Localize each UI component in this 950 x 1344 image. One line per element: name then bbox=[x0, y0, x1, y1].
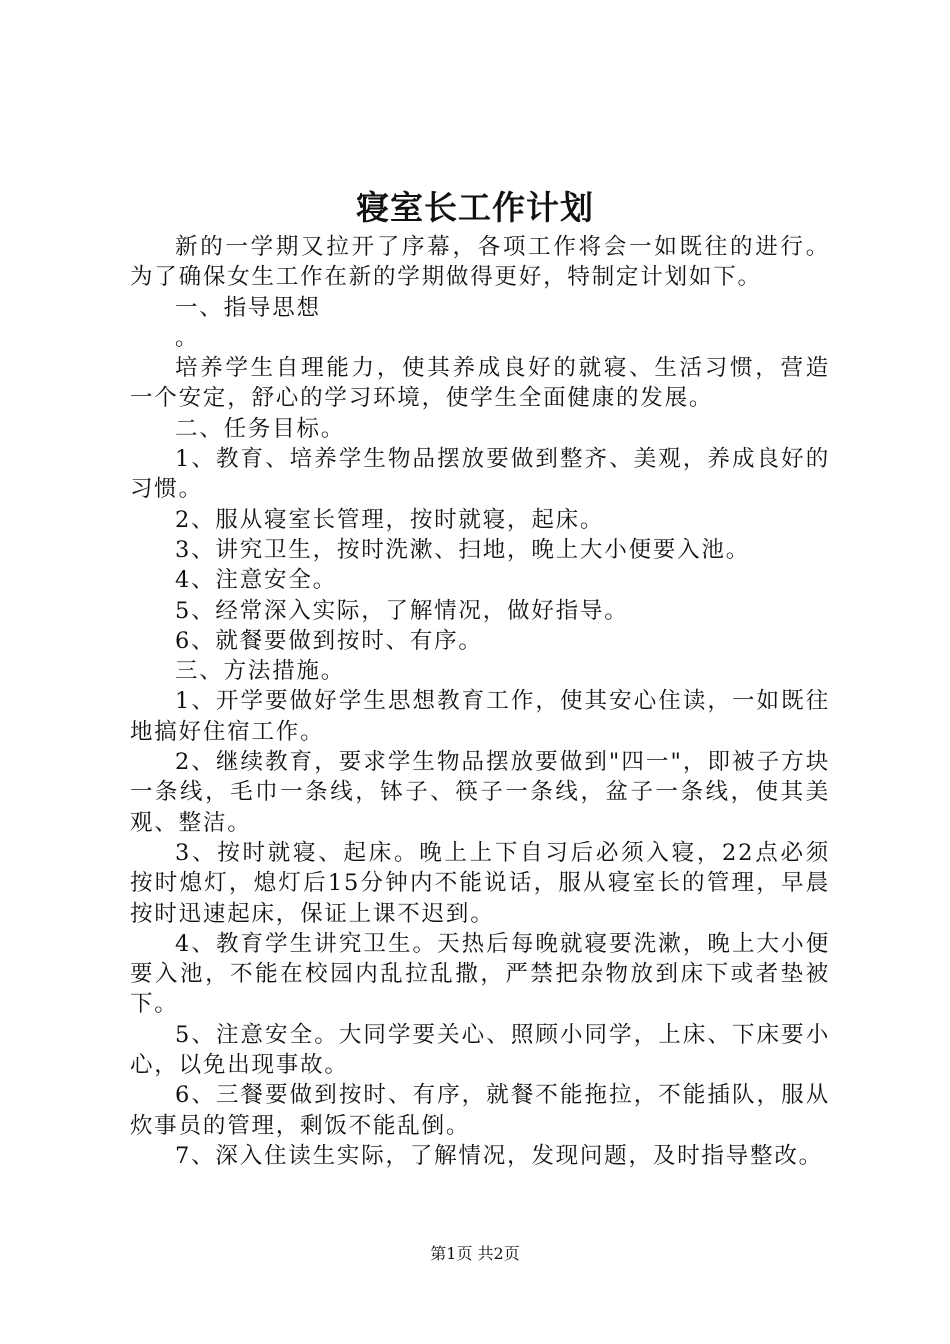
list-item: 3、按时就寝、起床。晚上上下自习后必须入寝，22点必须按时熄灯，熄灯后15分钟内不能说话，服从寝室长的管理，早晨按时迅速起床，保证上课不迟到。 bbox=[130, 839, 830, 927]
list-item: 6、三餐要做到按时、有序，就餐不能拖拉，不能插队，服从炊事员的管理，剩饭不能乱倒。 bbox=[130, 1082, 830, 1139]
list-item: 2、服从寝室长管理，按时就寝，起床。 bbox=[175, 506, 605, 533]
list-item: 6、就餐要做到按时、有序。 bbox=[175, 627, 483, 654]
document-title: 寝室长工作计划 bbox=[356, 188, 594, 227]
document-body bbox=[130, 232, 830, 1171]
list-item: 4、注意安全。 bbox=[175, 567, 337, 594]
page-footer: 第1页 共2页 bbox=[430, 1244, 520, 1263]
list-item: 3、讲究卫生，按时洗漱、扫地，晚上大小便要入池。 bbox=[175, 536, 751, 563]
list-item: 7、深入住读生实际，了解情况，发现问题，及时指导整改。 bbox=[175, 1142, 823, 1169]
list-item: 4、教育学生讲究卫生。天热后每晚就寝要洗漱，晚上大小便要入池，不能在校园内乱拉乱撒，严禁把杂物放到床下或者垫被下。 bbox=[130, 930, 830, 1018]
list-item: 2、继续教育，要求学生物品摆放要做到"四一"，即被子方块一条线，毛巾一条线，钵子、筷子一条线，盆子一条线，使其美观、整洁。 bbox=[130, 749, 830, 836]
list-item: 1、教育、培养学生物品摆放要做到整齐、美观，养成良好的习惯。 bbox=[130, 446, 830, 503]
section-heading: 三、方法措施。 bbox=[175, 658, 346, 685]
list-item: 1、开学要做好学生思想教育工作，使其安心住读，一如既往地搞好住宿工作。 bbox=[130, 688, 830, 745]
section-heading: 二、任务目标。 bbox=[175, 415, 346, 442]
paragraph: 培养学生自理能力，使其养成良好的就寝、生活习惯，营造一个安定，舒心的学习环境，使学生全面健康的发展。 bbox=[130, 355, 830, 412]
list-item: 5、注意安全。大同学要关心、照顾小同学，上床、下床要小心，以免出现事故。 bbox=[130, 1021, 830, 1079]
paragraph: 新的一学期又拉开了序幕，各项工作将会一如既往的进行。为了确保女生工作在新的学期做得更好，特制定计划如下。 bbox=[130, 234, 830, 291]
section-heading: 一、指导思想 bbox=[175, 294, 321, 321]
list-item: 5、经常深入实际，了解情况，做好指导。 bbox=[175, 597, 629, 624]
paragraph: 。 bbox=[175, 324, 200, 351]
